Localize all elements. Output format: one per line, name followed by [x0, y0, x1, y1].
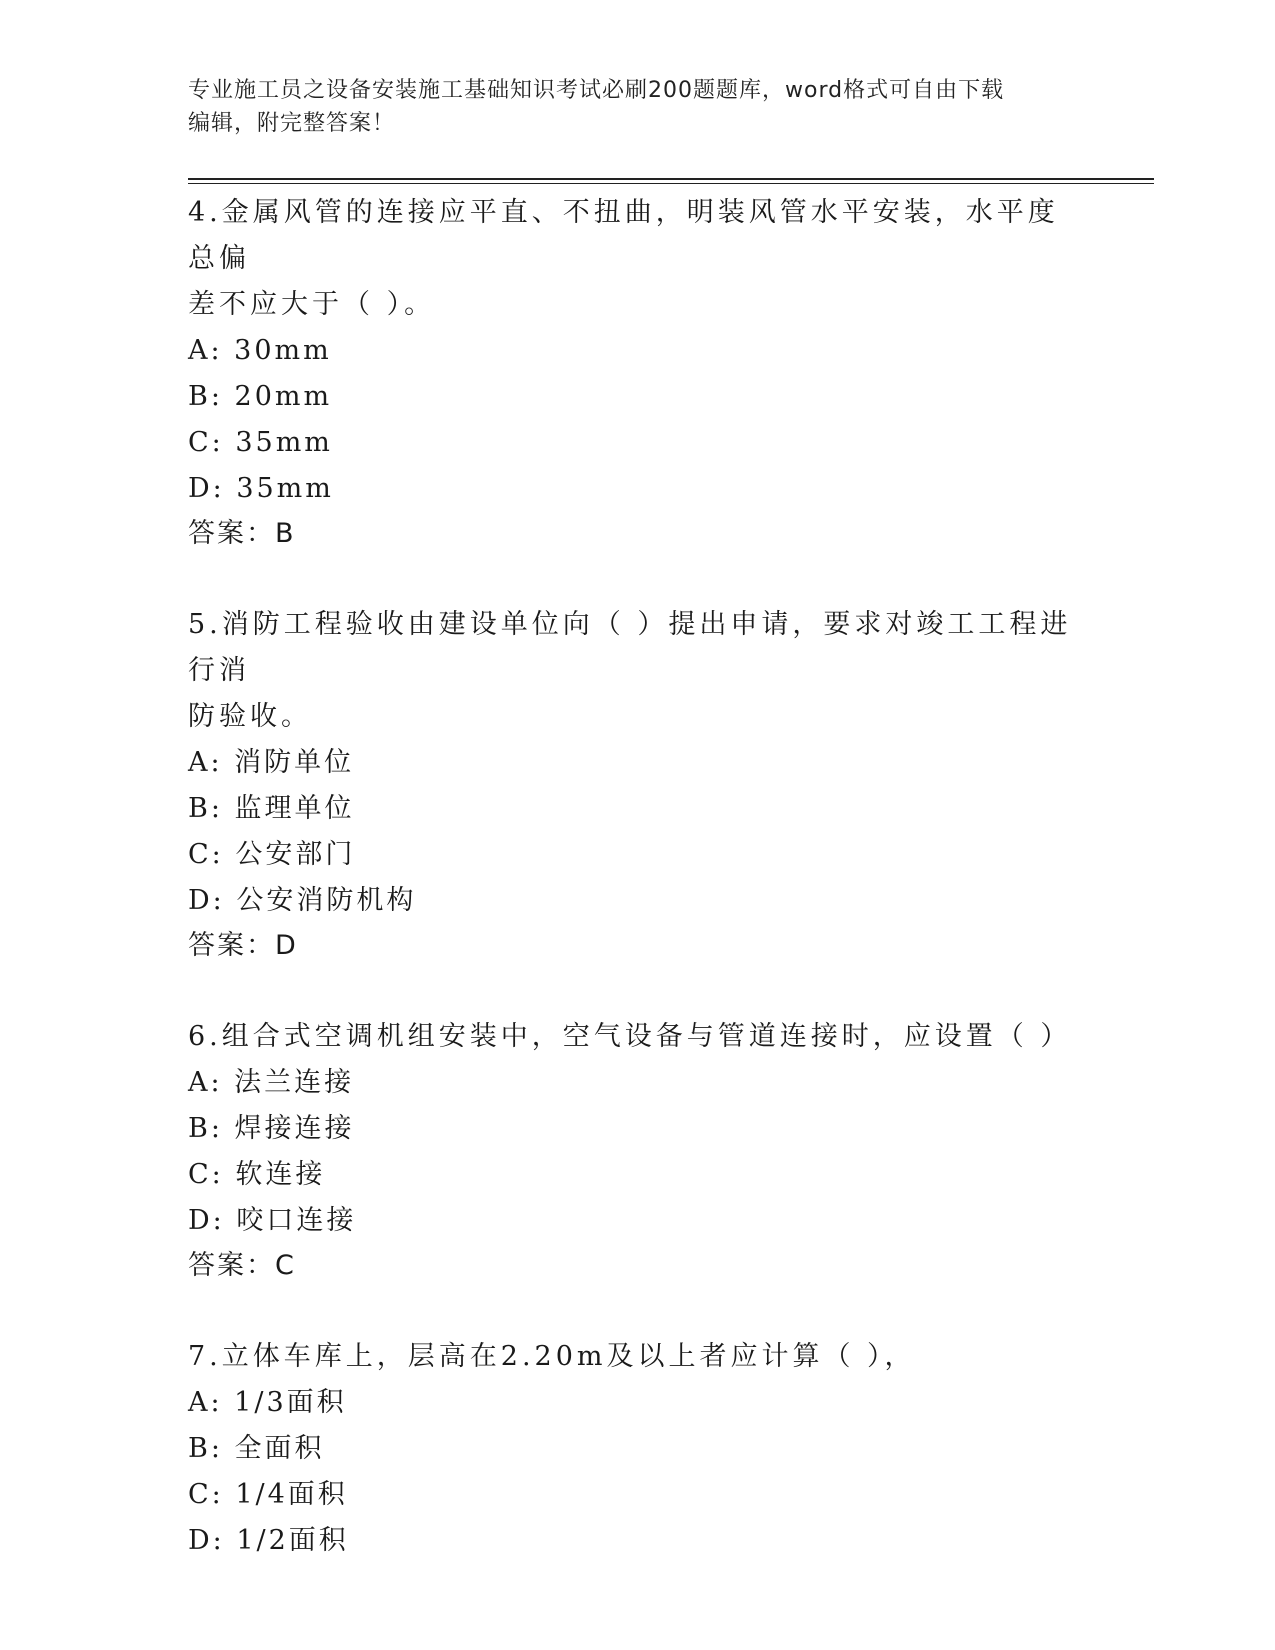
option-b: B: 全面积: [188, 1433, 325, 1464]
option-c: C: 1/4面积: [188, 1479, 348, 1510]
question-list: [188, 188, 1088, 1564]
question-text: [188, 1332, 1088, 1380]
option-a: A: 消防单位: [188, 747, 355, 778]
option-c: C: 软连接: [188, 1159, 326, 1190]
header-divider-thin: [188, 183, 1154, 184]
option-d: D: 35mm: [188, 473, 334, 504]
question-text: [188, 600, 1088, 740]
option-d: D: 咬口连接: [188, 1205, 357, 1236]
answer-line: 答案：D: [188, 930, 298, 961]
question-text-line: 差不应大于（ ）。: [188, 289, 436, 320]
option-d: D: 1/2面积: [188, 1525, 349, 1556]
option-b: B: 监理单位: [188, 793, 355, 824]
question-text-line: 6.组合式空调机组安装中，空气设备与管道连接时，应设置（ ）: [188, 1021, 1072, 1052]
question-7: [188, 1332, 1088, 1564]
option-a: A: 法兰连接: [188, 1067, 355, 1098]
option-c: C: 公安部门: [188, 839, 356, 870]
option-b: B: 焊接连接: [188, 1113, 355, 1144]
option-c: C: 35mm: [188, 427, 333, 458]
question-text: [188, 1012, 1088, 1060]
question-5: [188, 600, 1088, 968]
option-b: B: 20mm: [188, 381, 333, 412]
document-header: [188, 74, 1088, 140]
answer-line: 答案：C: [188, 1250, 296, 1281]
header-divider-thick: [188, 178, 1154, 180]
question-text: [188, 188, 1088, 328]
question-text-line: 5.消防工程验收由建设单位向（ ）提出申请，要求对竣工工程进行消: [188, 609, 1072, 686]
question-text-line: 7.立体车库上，层高在2.20m及以上者应计算（ ），: [188, 1341, 916, 1372]
question-text-line: 防验收。: [188, 701, 312, 732]
question-4: [188, 188, 1088, 556]
answer-line: 答案：B: [188, 518, 296, 549]
question-6: [188, 1012, 1088, 1288]
option-d: D: 公安消防机构: [188, 885, 417, 916]
question-text-line: 4.金属风管的连接应平直、不扭曲，明装风管水平安装，水平度总偏: [188, 197, 1059, 274]
header-line-2: 编辑，附完整答案！: [188, 111, 396, 136]
option-a: A: 1/3面积: [188, 1387, 347, 1418]
option-a: A: 30mm: [188, 335, 332, 366]
header-line-1: 专业施工员之设备安装施工基础知识考试必刷200题题库，word格式可自由下载: [188, 78, 1005, 103]
